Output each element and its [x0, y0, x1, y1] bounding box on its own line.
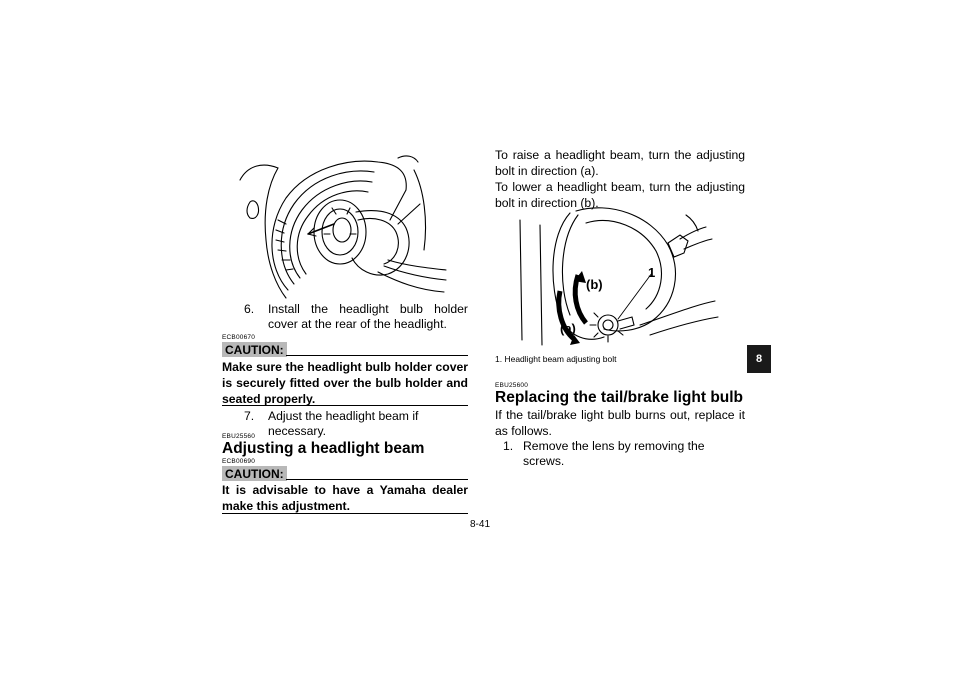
direction-a-label: (a): [560, 321, 576, 336]
section-code: EBU25560: [222, 433, 256, 440]
step-number: 6.: [244, 302, 255, 316]
caution-bottom-rule: [222, 513, 468, 514]
beam-adjusting-bolt-illustration: [500, 205, 720, 350]
caution-top-rule: [286, 355, 468, 356]
step-number: 1.: [503, 439, 514, 453]
caution-code: ECB00690: [222, 458, 256, 465]
chapter-tab: 8: [747, 345, 771, 373]
step-text: Install the headlight bulb holder cover at the rear of the headlight.: [268, 302, 468, 331]
caution-label: CAUTION:: [222, 466, 287, 481]
caution-top-rule: [286, 479, 468, 480]
step-1: [503, 439, 745, 468]
raise-beam-text: To raise a headlight beam, turn the adjusting bolt in direction (a).: [495, 148, 745, 178]
bulb-holder-cover-illustration: [238, 150, 448, 300]
caution-text: Make sure the headlight bulb holder cover is securely fitted over the bulb holder and seated properly.: [222, 360, 468, 406]
section-heading: Replacing the tail/brake light bulb: [495, 389, 744, 406]
lower-beam-text: To lower a headlight beam, turn the adjusting bolt in direction (b).: [495, 180, 745, 210]
step-text: Remove the lens by removing the screws.: [523, 439, 705, 468]
caution-code: ECB00670: [222, 334, 256, 341]
figure-caption: 1. Headlight beam adjusting bolt: [495, 354, 617, 364]
section-code: EBU25600: [495, 382, 529, 389]
step-number: 7.: [244, 409, 255, 423]
step-text: Adjust the headlight beam if necessary.: [268, 409, 419, 438]
direction-b-label: (b): [586, 277, 603, 292]
intro-text: If the tail/brake light bulb burns out, replace it as follows.: [495, 408, 745, 438]
step-6: [244, 302, 468, 334]
step-7: [244, 409, 468, 438]
caution-bottom-rule: [222, 405, 468, 406]
callout-1-label: 1: [648, 265, 656, 280]
page-number: 8-41: [470, 519, 491, 530]
caution-label: CAUTION:: [222, 342, 287, 357]
section-heading: Adjusting a headlight beam: [222, 440, 425, 457]
caution-text: It is advisable to have a Yamaha dealer make this adjustment.: [222, 483, 468, 513]
